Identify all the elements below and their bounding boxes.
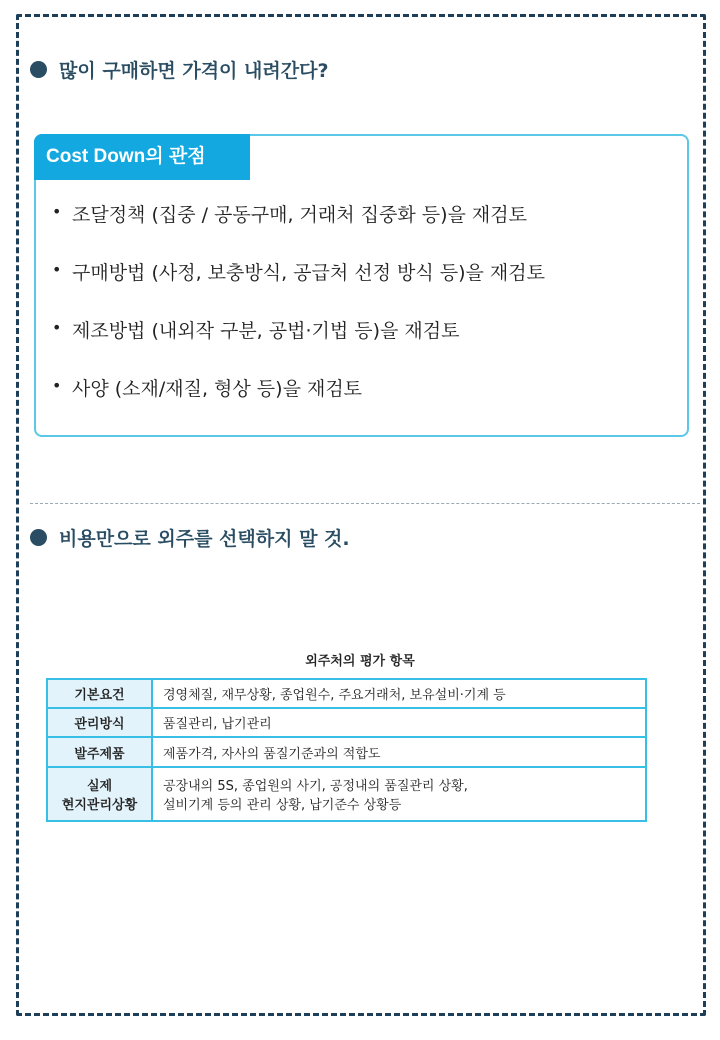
list-item-text: 제조방법 (내외작 구분, 공법·기법 등)을 재검토 <box>72 320 460 342</box>
table-value-line: 설비기계 등의 관리 상황, 납기준수 상황등 <box>163 798 402 813</box>
cost-down-list <box>52 200 545 432</box>
table-key-cell <box>47 767 152 821</box>
table-key-line: 현지관리상황 <box>61 798 138 813</box>
table-value-cell: 품질관리, 납기관리 <box>152 708 646 737</box>
table-key-cell: 발주제품 <box>47 737 152 767</box>
list-item <box>52 316 545 374</box>
table-key-cell: 기본요건 <box>47 679 152 708</box>
bullet-icon: • <box>52 376 62 395</box>
list-item-text: 사양 (소재/재질, 형상 등)을 재검토 <box>72 378 363 400</box>
list-item <box>52 258 545 316</box>
bullet-icon: • <box>52 260 62 279</box>
section-divider <box>30 503 700 504</box>
cost-down-box-title: Cost Down의 관점 <box>34 134 250 180</box>
section2-heading <box>30 524 350 551</box>
section1-heading-text: 많이 구매하면 가격이 내려간다? <box>59 60 329 82</box>
evaluation-table <box>46 678 647 822</box>
section2-heading-text: 비용만으로 외주를 선택하지 말 것. <box>59 528 350 550</box>
table-value-cell: 제품가격, 자사의 품질기준과의 적합도 <box>152 737 646 767</box>
list-item-text: 조달정책 (집중 / 공동구매, 거래처 집중화 등)을 재검토 <box>72 204 527 226</box>
bullet-icon: • <box>52 202 62 221</box>
table-value-line: 공장내의 5S, 종업원의 사기, 공정내의 품질관리 상황, <box>163 779 468 794</box>
list-item <box>52 200 545 258</box>
section1-heading <box>30 56 328 83</box>
table-key-cell: 관리방식 <box>47 708 152 737</box>
list-item <box>52 374 545 432</box>
table-row <box>47 767 646 821</box>
table-value-cell: 경영체질, 재무상황, 종업원수, 주요거래처, 보유설비·기계 등 <box>152 679 646 708</box>
bullet-dot-icon <box>30 61 47 78</box>
table-row <box>47 737 646 767</box>
table-row <box>47 679 646 708</box>
bullet-dot-icon <box>30 529 47 546</box>
table-row <box>47 708 646 737</box>
table-value-cell <box>152 767 646 821</box>
table-key-line: 실제 <box>86 779 113 794</box>
table-title: 외주처의 평가 항목 <box>305 654 415 669</box>
bullet-icon: • <box>52 318 62 337</box>
list-item-text: 구매방법 (사정, 보충방식, 공급처 선정 방식 등)을 재검토 <box>72 262 545 284</box>
